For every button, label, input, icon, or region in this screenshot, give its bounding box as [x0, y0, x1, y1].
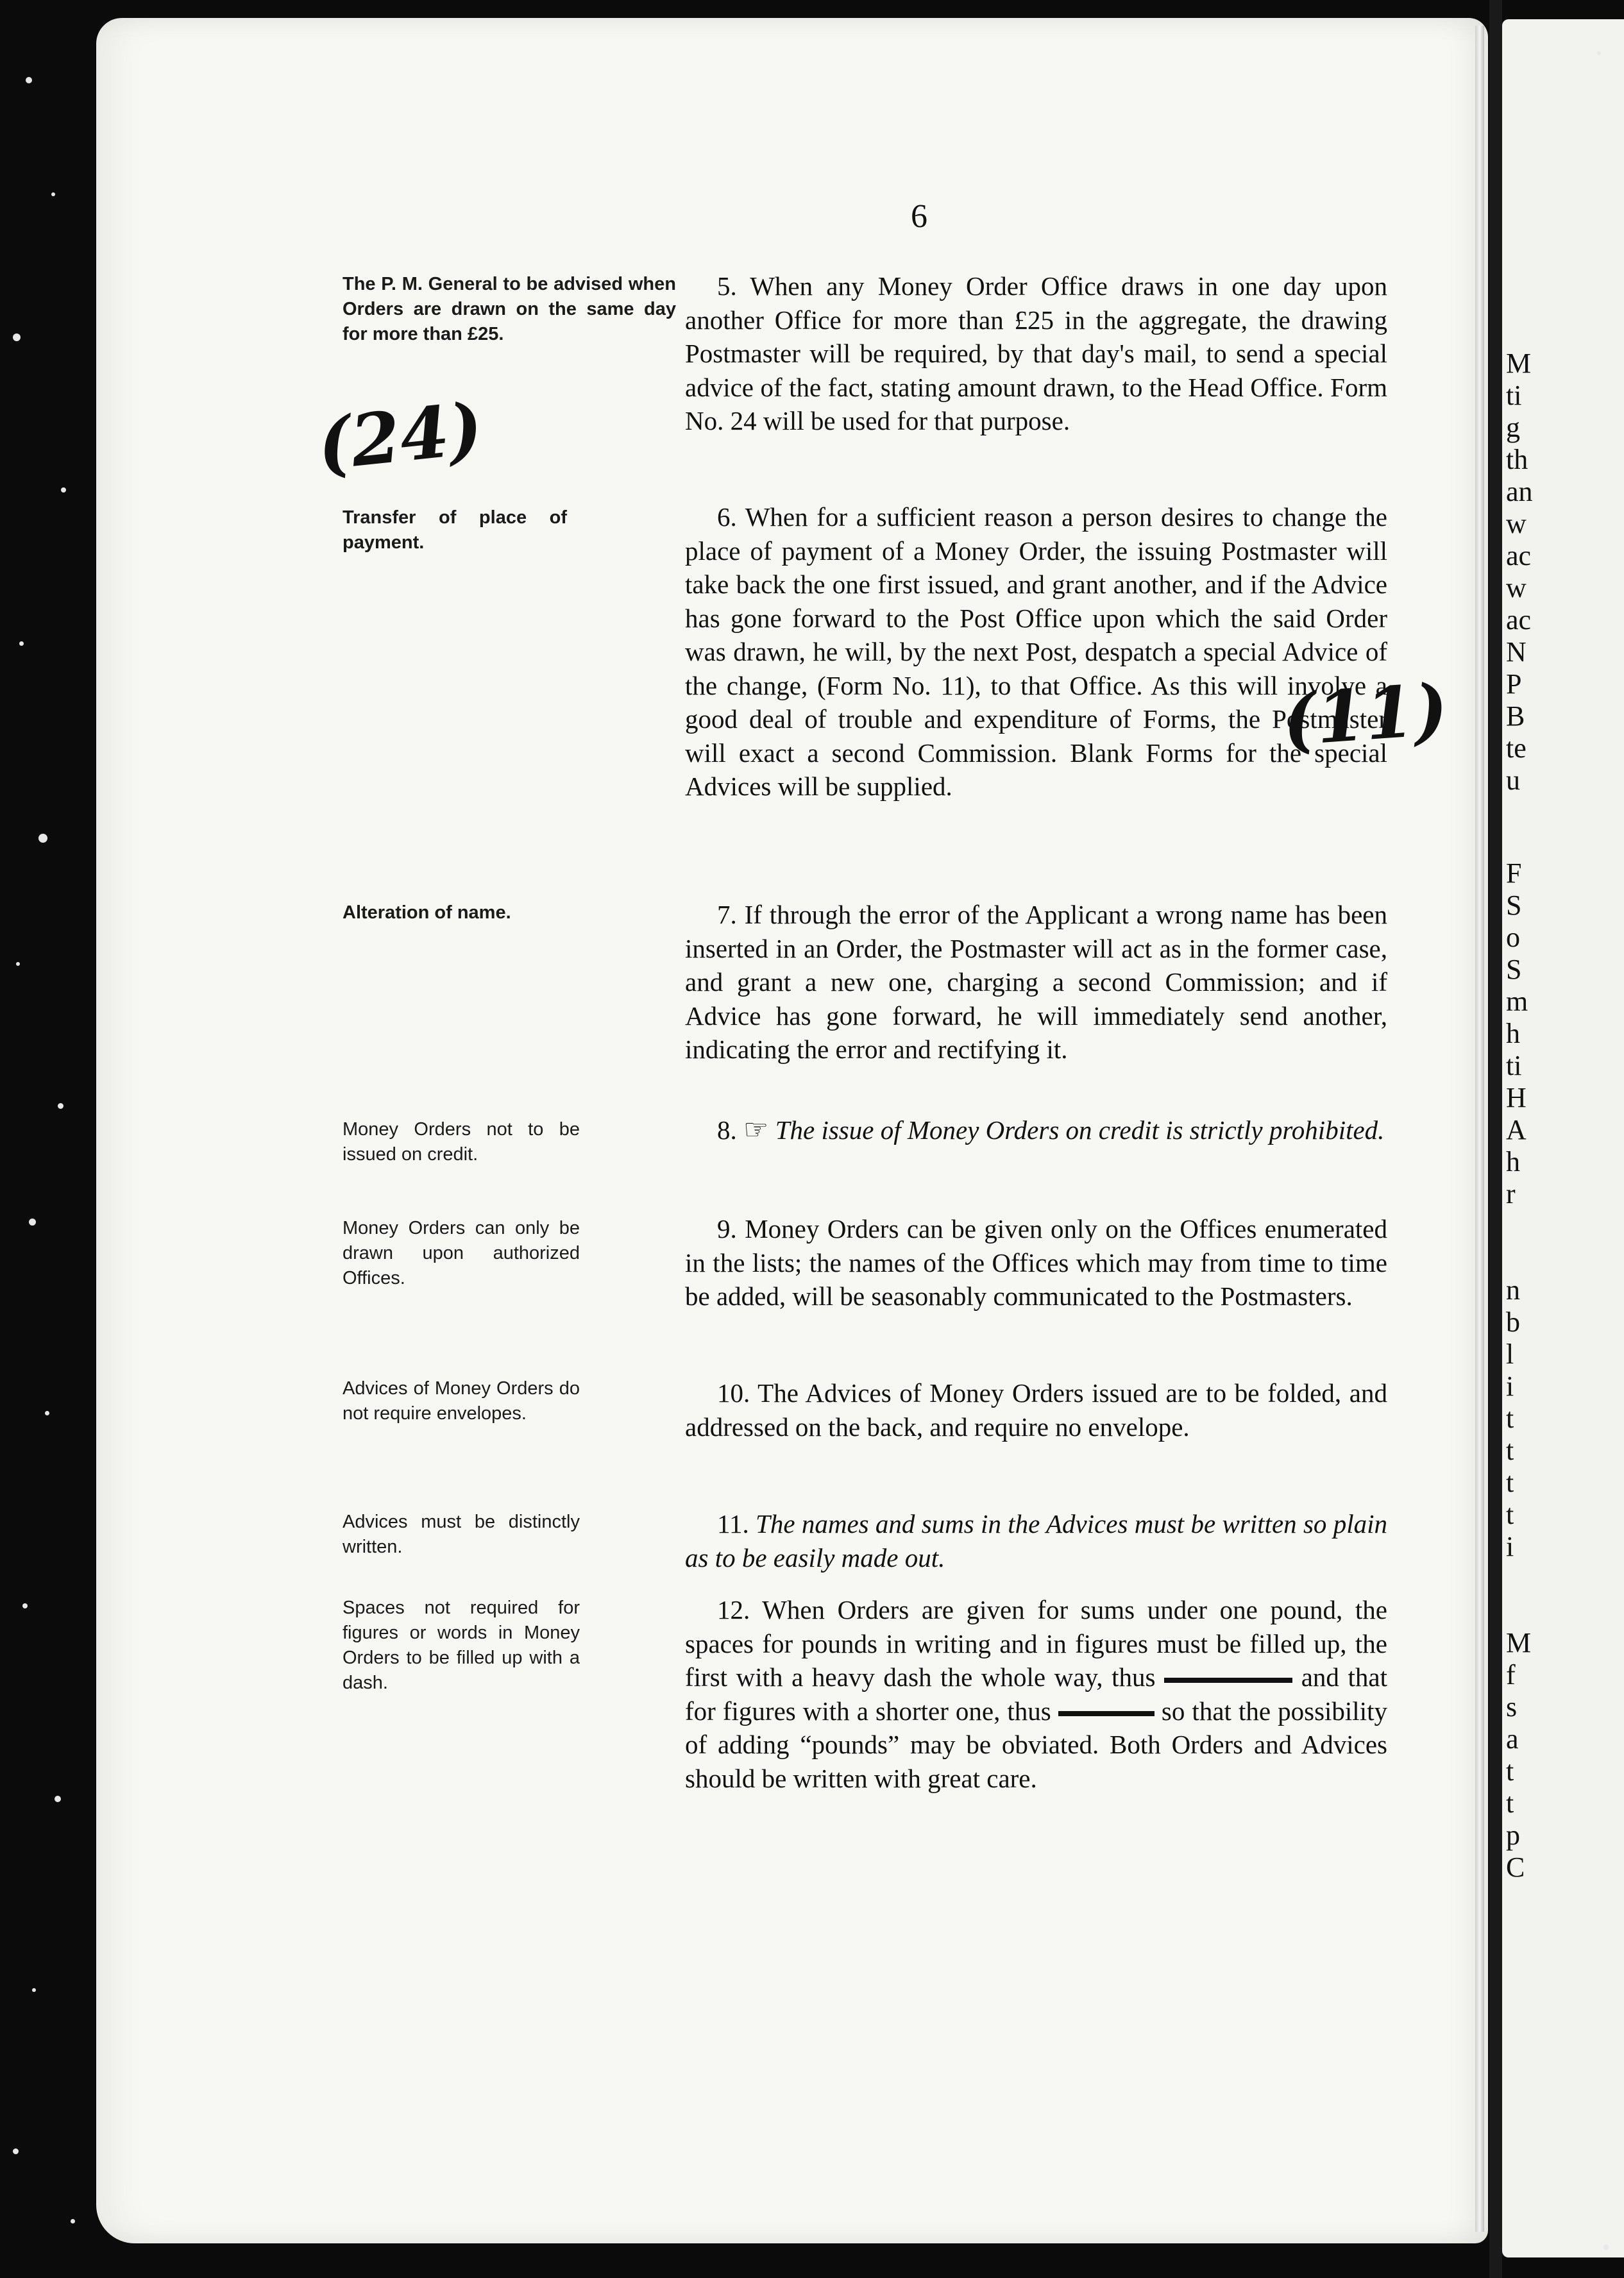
- adjacent-page-text-fragment: N: [1506, 636, 1527, 668]
- film-speck: [22, 1603, 28, 1608]
- adjacent-page-text-fragment: B: [1506, 700, 1525, 732]
- adjacent-page-text-fragment: ti: [1506, 1050, 1522, 1081]
- adjacent-page-text-fragment: S: [1506, 890, 1522, 921]
- film-speck: [38, 834, 47, 843]
- page-number: 6: [911, 198, 927, 235]
- paragraph-8-number: 8.: [717, 1115, 737, 1145]
- adjacent-page-text-fragment: an: [1506, 476, 1533, 507]
- margin-note-alteration: Alteration of name.: [343, 902, 511, 923]
- film-speck: [13, 2148, 19, 2154]
- paragraph-11: [685, 1507, 1387, 1574]
- paragraph-11-number: 11.: [717, 1509, 749, 1539]
- adjacent-page-text-fragment: te: [1506, 732, 1527, 764]
- film-speck: [61, 487, 66, 493]
- paragraph-12-part-a: 12. When Orders are given for sums under one pound, the spaces for pounds in writing and in figures must be filled up, the first with a heavy dash the whole way, thus: [685, 1595, 1387, 1692]
- adjacent-page-text-fragment: t: [1506, 1499, 1514, 1530]
- film-speck: [1597, 51, 1601, 55]
- paragraph-6: 6. When for a sufficient reason a person desires to change the place of payment of a Money Order, the issuing Postmaster will take back the one first issued, and grant another, and if the Advice has gone forward to the Post Office upon which the said Order was drawn, he will, by the next Post, despatch a special Advice of the change, (Form No. 11), to that Office. As this will involve a good deal of trouble and expenditure of Forms, the Postmaster will exact a second Commission. Blank Forms for the special Advices will be supplied.: [685, 502, 1387, 801]
- adjacent-page-text-fragment: g: [1506, 412, 1520, 443]
- adjacent-page-text-fragment: u: [1506, 764, 1520, 796]
- adjacent-page-text-fragment: w: [1506, 572, 1527, 603]
- film-speck: [29, 1219, 36, 1226]
- adjacent-page-text-fragment: l: [1506, 1338, 1514, 1370]
- adjacent-page-text-fragment: i: [1506, 1371, 1514, 1402]
- adjacent-page-text-fragment: m: [1506, 986, 1528, 1017]
- adjacent-page-text-fragment: th: [1506, 444, 1528, 475]
- adjacent-page-text-fragment: F: [1506, 857, 1522, 889]
- adjacent-page-text-fragment: r: [1506, 1178, 1516, 1210]
- margin-note-distinctly: Advices must be distinctly written.: [343, 1512, 580, 1557]
- film-speck: [13, 333, 21, 341]
- film-speck: [1603, 2245, 1609, 2250]
- paragraph-12-part-b: and that for figures with a shorter one, thus: [685, 1662, 1388, 1726]
- paragraph-8-text: The issue of Money Orders on credit is strictly prohibited.: [775, 1115, 1385, 1145]
- adjacent-page-text-fragment: t: [1506, 1467, 1514, 1498]
- adjacent-page-text-fragment: b: [1506, 1306, 1520, 1338]
- paragraph-8: [685, 1113, 1387, 1147]
- heavy-dash-example: [1164, 1678, 1292, 1683]
- adjacent-page-text-fragment: A: [1506, 1114, 1527, 1145]
- pointing-hand-icon: ☞: [743, 1113, 769, 1146]
- handwritten-annotation-right: (11): [1280, 668, 1451, 762]
- margin-note-no-credit: Money Orders not to be issued on credit.: [343, 1119, 580, 1165]
- adjacent-page-text-fragment: M: [1506, 1627, 1532, 1658]
- paragraph-9: 9. Money Orders can be given only on the Offices enumerated in the lists; the names of the Offices which may from time to time be added, will be seasonably communicated to the Postmasters.: [685, 1214, 1387, 1311]
- adjacent-page-text-fragment: t: [1506, 1435, 1514, 1466]
- film-speck: [55, 1796, 61, 1802]
- adjacent-page-text-fragment: ti: [1506, 380, 1522, 411]
- paragraph-7: 7. If through the error of the Applicant a wrong name has been inserted in an Order, the Postmaster will act as in the former case, and grant a new one, charging a second Commission; and if Advice has gone forward, he will immediately send another, indicating the error and rectifying it.: [685, 900, 1387, 1064]
- adjacent-page-text-fragment: S: [1506, 954, 1522, 985]
- adjacent-page-text-fragment: t: [1506, 1403, 1514, 1434]
- film-speck: [71, 2219, 75, 2223]
- paragraph-5: 5. When any Money Order Office draws in one day upon another Office for more than £25 in the aggregate, the drawing Postmaster will be required, by that day's mail, to send a special advice of the fact, stating amount drawn, to the Head Office. Form No. 24 will be used for that purpose.: [685, 271, 1387, 435]
- binding-gutter: [1489, 0, 1502, 2278]
- margin-note-transfer: Transfer of place of payment.: [343, 507, 567, 553]
- margin-note-spaces: Spaces not required for figures or words in Money Orders to be filled up with a dash.: [343, 1598, 580, 1693]
- film-speck: [51, 192, 55, 196]
- adjacent-page-text-fragment: p: [1506, 1819, 1520, 1851]
- document-page: [96, 18, 1488, 2243]
- short-dash-example: [1058, 1711, 1155, 1716]
- adjacent-page: [1502, 19, 1624, 2257]
- adjacent-page-text-fragment: h: [1506, 1018, 1520, 1049]
- margin-note-pm-general: The P. M. General to be advised when Orders are drawn on the same day for more than £25.: [343, 274, 676, 344]
- paragraph-11-text: The names and sums in the Advices must be written so plain as to be easily made out.: [685, 1509, 1387, 1573]
- margin-note-no-envelopes: Advices of Money Orders do not require envelopes.: [343, 1378, 580, 1424]
- adjacent-page-text-fragment: h: [1506, 1146, 1520, 1177]
- adjacent-page-text-fragment: ac: [1506, 540, 1532, 571]
- adjacent-page-text-fragment: t: [1506, 1755, 1514, 1787]
- film-speck: [19, 641, 24, 646]
- film-speck: [45, 1411, 49, 1415]
- film-speck: [26, 77, 32, 83]
- paragraph-10: 10. The Advices of Money Orders issued are to be folded, and addressed on the back, and require no envelope.: [685, 1378, 1387, 1442]
- adjacent-page-text-fragment: w: [1506, 508, 1527, 539]
- adjacent-page-text-fragment: ac: [1506, 604, 1532, 636]
- adjacent-page-text-fragment: f: [1506, 1659, 1516, 1691]
- film-speck: [58, 1103, 63, 1109]
- paragraph-12-part-c: so that the possibility of adding “pounds” may be obviated. Both Orders and Advices should be written with great care.: [685, 1696, 1387, 1793]
- paragraph-12: [685, 1593, 1387, 1795]
- film-speck: [32, 1988, 36, 1992]
- adjacent-page-text-fragment: H: [1506, 1082, 1527, 1113]
- adjacent-page-text-fragment: s: [1506, 1691, 1518, 1723]
- handwritten-annotation-left: (24): [313, 386, 487, 487]
- adjacent-page-text-fragment: o: [1506, 922, 1520, 953]
- page-edge: [1475, 26, 1484, 2232]
- adjacent-page-text-fragment: a: [1506, 1723, 1519, 1755]
- film-speck: [16, 962, 20, 966]
- adjacent-page-text-fragment: i: [1506, 1531, 1514, 1562]
- adjacent-page-text-fragment: M: [1506, 348, 1532, 379]
- adjacent-page-text-fragment: n: [1506, 1274, 1520, 1306]
- adjacent-page-text-fragment: t: [1506, 1787, 1514, 1819]
- margin-note-authorized: Money Orders can only be drawn upon authorized Offices.: [343, 1218, 580, 1288]
- adjacent-page-text-fragment: P: [1506, 668, 1522, 700]
- adjacent-page-text-fragment: C: [1506, 1852, 1525, 1883]
